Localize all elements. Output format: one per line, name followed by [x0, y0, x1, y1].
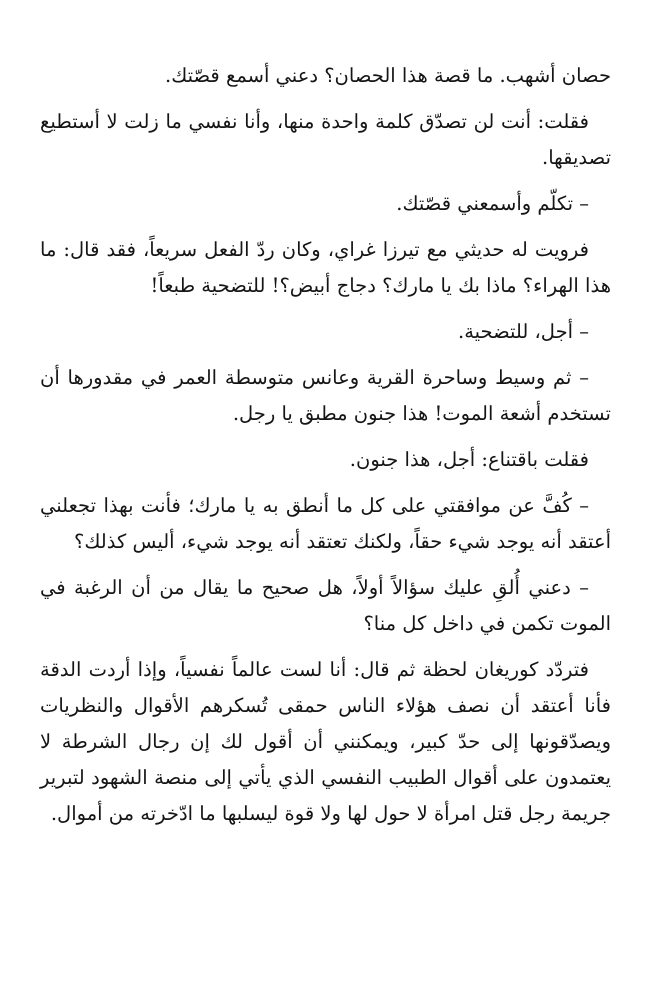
paragraph-9: – دعني أُلقِ عليك سؤالاً أولاً، هل صحيح ما يقال من أن الرغبة في الموت تكمن في داخل كل منا؟ — [40, 576, 611, 635]
paragraph-5: – أجل، للتضحية. — [458, 320, 589, 343]
paragraph-4: فرويت له حديثي مع تيرزا غراي، وكان ردّ الفعل سريعاً، فقد قال: ما هذا الهراء؟ ماذا بك يا مارك؟ دجاج أبيض؟! للتضحية طبعاً! — [40, 238, 611, 297]
paragraph-8: – كُفَّ عن موافقتي على كل ما أنطق به يا مارك؛ فأنت بهذا تجعلني أعتقد أنه يوجد شيء حقاً، ولكنك تعتقد أنه يوجد شيء، أليس كذلك؟ — [40, 494, 611, 553]
paragraph-6: – ثم وسيط وساحرة القرية وعانس متوسطة العمر في مقدورها أن تستخدم أشعة الموت! هذا جنون مطبق يا رجل. — [40, 366, 611, 425]
paragraph-2: فقلت: أنت لن تصدّق كلمة واحدة منها، وأنا نفسي ما زلت لا أستطيع تصديقها. — [40, 110, 611, 169]
paragraph-1: حصان أشهب. ما قصة هذا الحصان؟ دعني أسمع قصّتك. — [165, 64, 611, 87]
paragraph-10: فتردّد كوريغان لحظة ثم قال: أنا لست عالماً نفسياً، وإذا أردت الدقة فأنا أعتقد أن نصف هؤلاء الناس حمقى تُسكرهم الأقوال والنظريات ويصدّقونها إلى حدّ كبير، ويمكنني أن أقول لك إن رجال الشرطة لا يعتمدون على أقوال الطبيب النفسي الذي يأتي إلى منصة الشهود لتبرير جريمة رجل قتل امرأة لا حول لها ولا قوة ليسلبها ما ادّخرته من أموال. — [40, 658, 611, 825]
paragraph-7: فقلت باقتناع: أجل، هذا جنون. — [349, 448, 589, 471]
paragraph-3: – تكلّم وأسمعني قصّتك. — [396, 192, 589, 215]
